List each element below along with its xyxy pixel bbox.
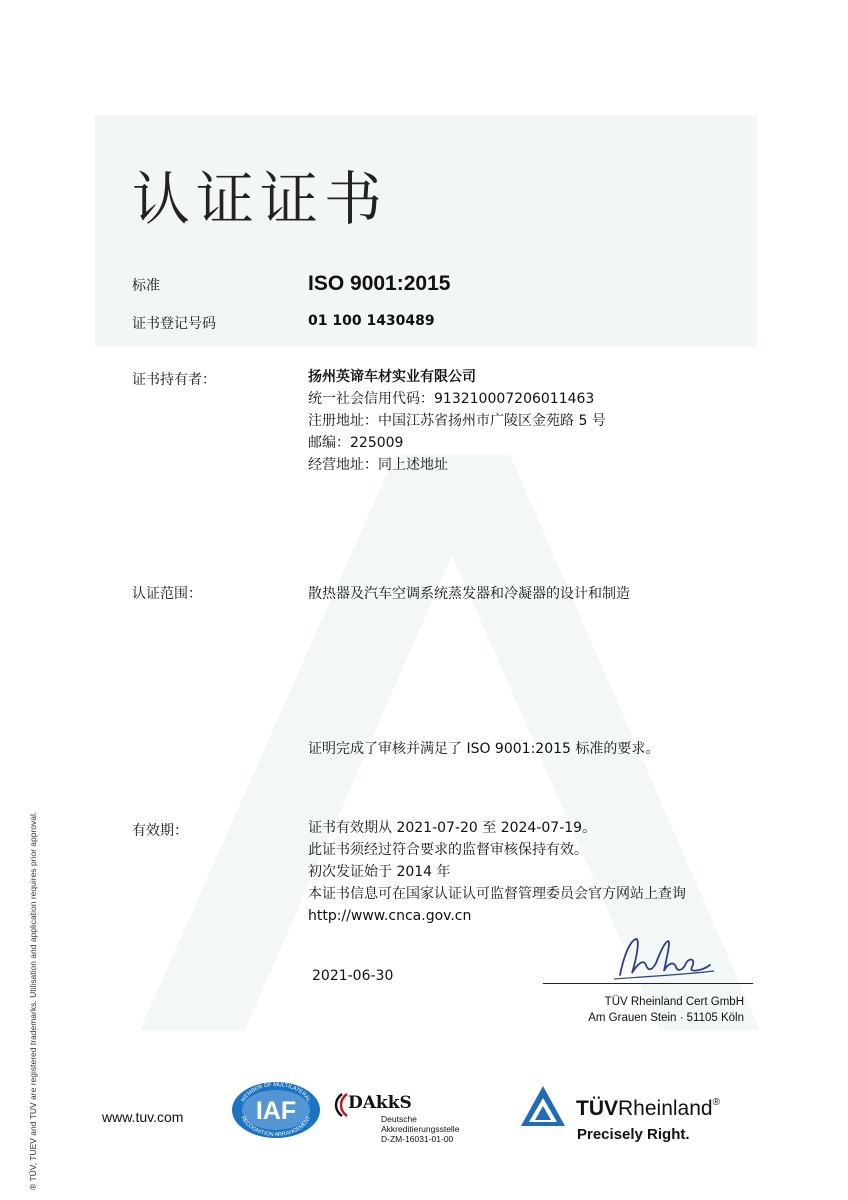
tuv-brand-bold: TÜV: [576, 1097, 618, 1120]
signature: [610, 935, 720, 987]
standard-value: ISO 9001:2015: [308, 272, 451, 295]
holder-business-address: 经营地址：同上述地址: [308, 457, 448, 473]
registration-number: 01 100 1430489: [308, 313, 435, 329]
dakks-emblem: [330, 1092, 350, 1118]
scope-value: 散热器及汽车空调系统蒸发器和冷凝器的设计和制造: [308, 586, 630, 602]
holder-credit-code: 统一社会信用代码：913210007206011463: [308, 391, 595, 407]
validity-surveillance: 此证书须经过符合要求的监督审核保持有效。: [308, 842, 588, 858]
validity-url[interactable]: http://www.cnca.gov.cn: [308, 908, 472, 924]
tuv-registered-mark: ®: [712, 1097, 720, 1108]
dakks-subtitle: [381, 1114, 459, 1144]
iaf-ring-top: MEMBER OF MULTILATERAL: [240, 1081, 312, 1104]
conformity-statement: 证明完成了审核并满足了 ISO 9001:2015 标准的要求。: [308, 741, 660, 757]
dakks-name: DAkkS: [348, 1093, 412, 1113]
dakks-line-2: Akkreditierungsstelle: [381, 1124, 460, 1134]
validity-period: 证书有效期从 2021-07-20 至 2024-07-19。: [308, 820, 597, 836]
scope-label: 认证范围：: [132, 586, 202, 602]
issue-date: 2021-06-30: [312, 968, 394, 984]
tuv-brand-rest: Rheinland: [618, 1097, 713, 1120]
validity-verification: 本证书信息可在国家认证认可监督管理委员会官方网站上查询: [308, 886, 686, 902]
signature-line: [543, 983, 753, 984]
holder-label: 证书持有者：: [132, 372, 216, 388]
issuer-name: TÜV Rheinland Cert GmbH: [604, 996, 744, 1008]
issuer-block: [588, 994, 744, 1026]
holder-postcode: 邮编：225009: [308, 435, 404, 451]
iaf-logo-text: IAF: [255, 1097, 297, 1125]
validity-label: 有效期：: [132, 823, 188, 839]
validity-details: [308, 817, 686, 927]
holder-details: [308, 366, 606, 476]
holder-registered-address: 注册地址：中国江苏省扬州市广陵区金苑路 5 号: [308, 413, 606, 429]
standard-label: 标准: [132, 278, 160, 294]
tuv-triangle-icon: [519, 1084, 567, 1128]
iaf-logo: [230, 1080, 322, 1140]
dakks-line-1: Deutsche: [381, 1114, 417, 1124]
holder-company: 扬州英谛车材实业有限公司: [308, 369, 476, 385]
iaf-ring-bottom: RECOGNITION ARRANGEMENT: [239, 1115, 313, 1139]
tuv-wordmark: [576, 1097, 720, 1121]
registration-label: 证书登记号码: [132, 316, 216, 332]
footer-website[interactable]: www.tuv.com: [102, 1109, 184, 1125]
issuer-address: Am Grauen Stein · 51105 Köln: [588, 1012, 744, 1024]
dakks-line-3: D-ZM-16031-01-00: [381, 1134, 454, 1144]
tuv-slogan: Precisely Right.: [577, 1126, 690, 1143]
certificate-title: 认证证书: [132, 165, 389, 233]
validity-first-issue: 初次发证始于 2014 年: [308, 864, 451, 880]
trademark-note: ® TÜV, TUEV and TUV are registered trademarks. Utilisation and application requires prior approval.: [28, 811, 38, 1190]
